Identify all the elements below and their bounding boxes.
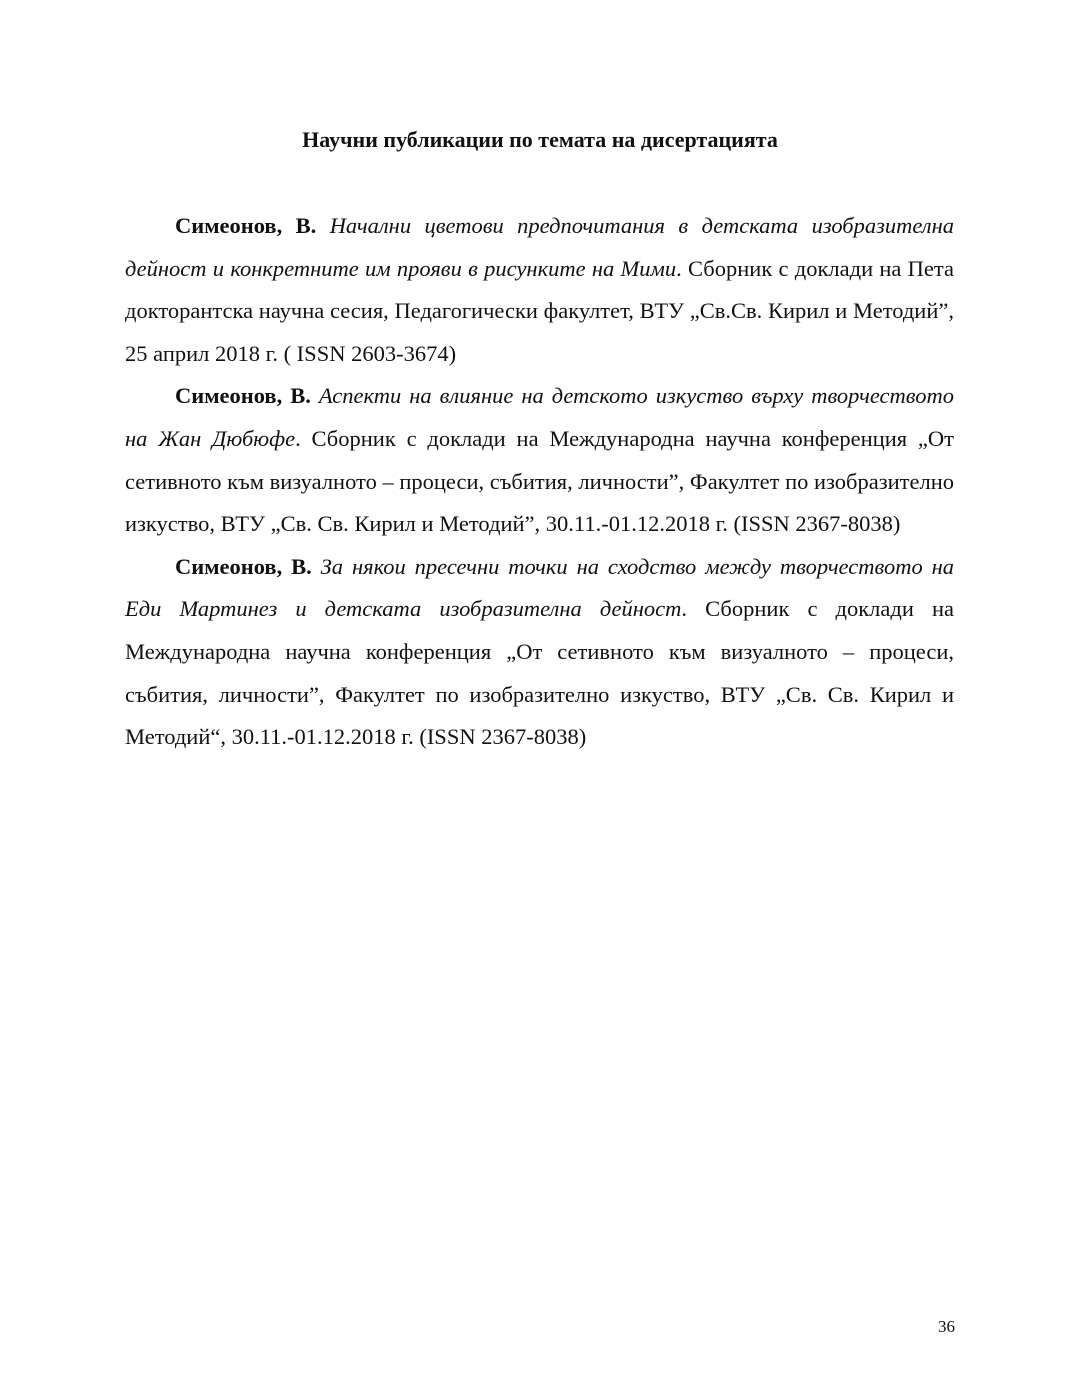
publication-author: Симеонов, В. — [175, 553, 312, 579]
publication-author: Симеонов, В. — [175, 213, 317, 238]
publication-details: . Сборник с доклади на Пета докторантска научна сесия, Педагогически факултет, ВТУ „Св.Св. Кирил и Методий”, 25 април 2018 г. ( ISSN 2603-3674) — [125, 255, 954, 366]
page-number: 36 — [938, 1317, 955, 1336]
publication-item — [125, 205, 954, 375]
publication-title: Начални цветови предпочитания в детската изобразителна дейност и конкретните им прояви в рисунките на Мими — [125, 213, 955, 281]
publication-title: За някои пресечни точки на сходство между творчеството на Еди Мартинез и детската изобразителна дейност — [125, 553, 955, 622]
publication-details: . Сборник с доклади на Международна научна конференция „От сетивното към визуалното – процеси, събития, личности”, Факултет по изобразително изкуство, ВТУ „Св. Св. Кирил и Методий”, 30.11.-01.12.2018 г. (ISSN 2367-8038) — [125, 425, 954, 537]
publication-list — [125, 205, 954, 759]
publication-title: Аспекти на влияние на детското изкуство върху творчеството на Жан Дюбюфе — [125, 383, 955, 451]
publication-author: Симеонов, В. — [175, 383, 311, 409]
page-heading: Научни публикации по темата на дисертацията — [302, 127, 778, 152]
publication-details: . Сборник с доклади на Международна научна конференция „От сетивното към визуалното – процеси, събития, личности”, Факултет по изобразително изкуство, ВТУ „Св. Св. Кирил и Методий“, 30.11.-01.12.2018 г. (ISSN 2367-8038) — [125, 596, 955, 750]
publication-item — [125, 546, 954, 759]
publication-item — [125, 375, 954, 545]
